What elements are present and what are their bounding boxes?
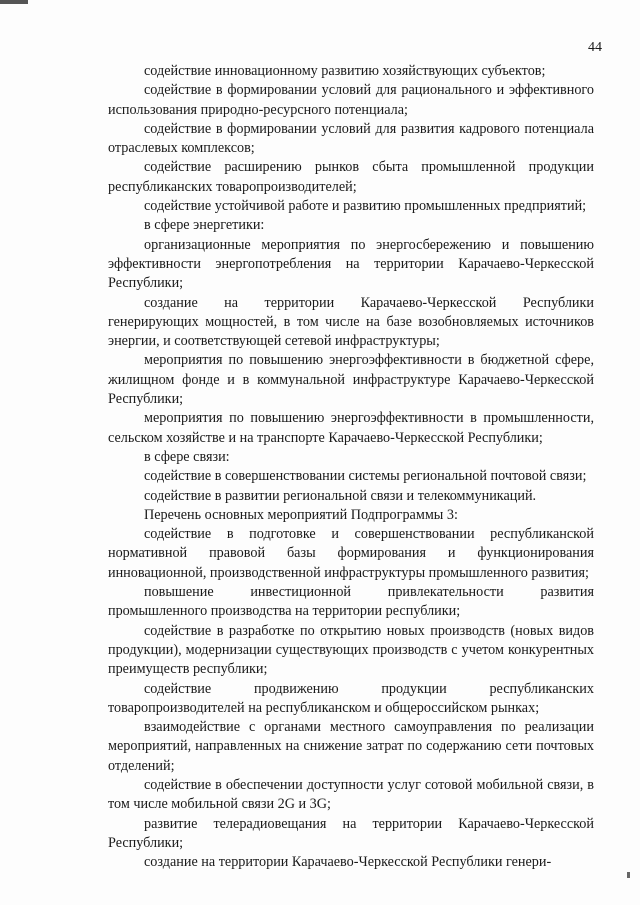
section-heading-communications: в сфере связи:	[144, 448, 230, 465]
paragraph: содействие продвижению продукции республиканских товаропроизводителей на республиканском и общероссийском рынках;	[108, 680, 594, 716]
paragraph: мероприятия по повышению энергоэффективности в бюджетной сфере, жилищном фонде и в коммунальной инфраструктуре Карачаево-Черкесской Республики;	[108, 352, 594, 408]
paragraph: взаимодействие с органами местного самоуправления по реализации мероприятий, направленных на снижение затрат по содержанию сети почтовых отделений;	[108, 719, 594, 774]
scan-artifact	[627, 872, 630, 878]
section-heading-energy: в сфере энергетики:	[144, 217, 265, 234]
paragraph: содействие в формировании условий для развития кадрового потенциала отраслевых комплексов;	[108, 120, 594, 157]
paragraph: содействие в подготовке и совершенствовании республиканской нормативной правовой базы формирования и функционирования инновационной, производственной инфраструктуры промышленного развития;	[108, 526, 594, 581]
paragraph: содействие устойчивой работе и развитию промышленных предприятий;	[144, 198, 587, 215]
paragraph: содействие в совершенствовании системы региональной почтовой связи;	[144, 468, 587, 485]
paragraph: содействие расширению рынков сбыта промышленной продукции республиканских товаропроизводителей;	[108, 159, 594, 195]
page-number: 44	[588, 40, 602, 55]
paragraph: организационные мероприятия по энергосбережению и повышению эффективности энергопотребления на территории Карачаево-Черкесской Республики;	[108, 236, 594, 292]
paragraph: повышение инвестиционной привлекательности развития промышленного производства на территории республики;	[108, 584, 594, 620]
scan-artifact	[0, 0, 28, 4]
list-intro: Перечень основных мероприятий Подпрограммы 3:	[144, 506, 458, 523]
paragraph: развитие телерадиовещания на территории Карачаево-Черкесской Республики;	[108, 815, 594, 851]
paragraph: содействие в формировании условий для рационального и эффективного использования природно-ресурсного потенциала;	[108, 82, 594, 118]
body-text	[108, 62, 594, 872]
paragraph: содействие инновационному развитию хозяйствующих субъектов;	[144, 63, 546, 79]
paragraph: содействие в обеспечении доступности услуг сотовой мобильной связи, в том числе мобильной связи 2G и 3G;	[108, 776, 594, 813]
paragraph: создание на территории Карачаево-Черкесской Республики генери-	[144, 854, 552, 871]
paragraph: содействие в развитии региональной связи и телекоммуникаций.	[144, 487, 537, 504]
paragraph: мероприятия по повышению энергоэффективности в промышленности, сельском хозяйстве и на транспорте Карачаево-Черкесской Республики;	[108, 410, 594, 446]
paragraph: создание на территории Карачаево-Черкесской Республики генерирующих мощностей, в том числе на базе возобновляемых источников энергии, и соответствующей сетевой инфраструктуры;	[108, 294, 594, 350]
paragraph: содействие в разработке по открытию новых производств (новых видов продукции), модернизации существующих производств с учетом конкурентных преимуществ республики;	[108, 622, 594, 678]
